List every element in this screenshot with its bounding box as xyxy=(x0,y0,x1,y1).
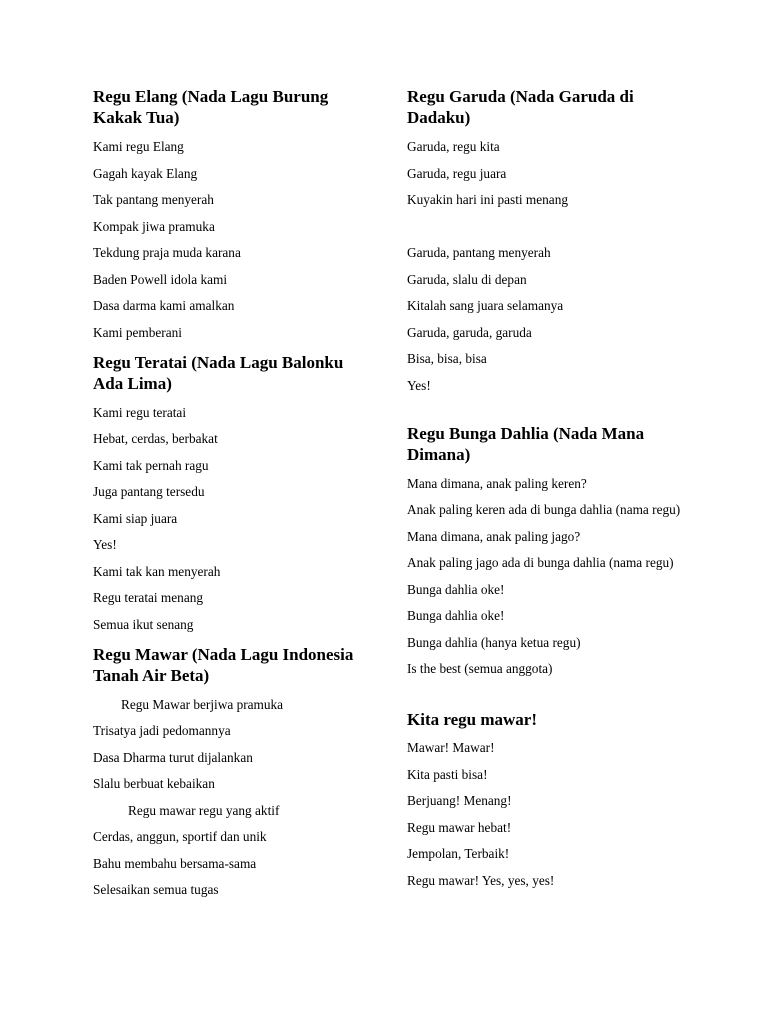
section-kita-regu-mawar xyxy=(407,709,689,889)
lyric-line: Dasa Dharma turut dijalankan xyxy=(93,749,253,765)
lyric-line: Berjuang! Menang! xyxy=(407,793,512,808)
lyric-line: Bunga dahlia (hanya ketua regu) xyxy=(407,634,581,650)
section-heading: Regu Mawar (Nada Lagu Indonesia Tanah Air Beta) xyxy=(93,644,354,685)
lyric-line: Yes! xyxy=(407,377,431,393)
lyric-line: Kami tak kan menyerah xyxy=(93,563,221,579)
lyric-line: Bunga dahlia oke! xyxy=(407,608,505,623)
lyric-line: Kami regu Elang xyxy=(93,139,184,154)
section-heading: Regu Bunga Dahlia (Nada Mana Dimana) xyxy=(407,423,645,464)
lyric-line: Baden Powell idola kami xyxy=(93,271,228,287)
lyric-line: Kompak jiwa pramuka xyxy=(93,218,215,234)
lyric-line: Regu teratai menang xyxy=(93,590,204,605)
lyric-line: Garuda, pantang menyerah xyxy=(407,245,551,260)
lyric-line: Bahu membahu bersama-sama xyxy=(93,855,257,871)
section-regu-elang xyxy=(93,86,373,341)
lyric-line: Kami tak pernah ragu xyxy=(93,457,209,473)
lyric-line: Bunga dahlia oke! xyxy=(407,581,505,597)
lyric-line: Hebat, cerdas, berbakat xyxy=(93,431,218,446)
section-regu-bunga-dahlia xyxy=(407,423,689,678)
section-heading: Regu Garuda (Nada Garuda di Dadaku) xyxy=(407,87,634,127)
lyric-line: Regu mawar regu yang aktif xyxy=(128,802,280,818)
section-regu-garuda xyxy=(407,86,689,394)
lyric-line: Mana dimana, anak paling keren? xyxy=(407,475,587,491)
lyric-line: Cerdas, anggun, sportif dan unik xyxy=(93,829,267,844)
section-regu-teratai xyxy=(93,352,373,633)
lyric-line: Anak paling keren ada di bunga dahlia (nama regu) xyxy=(407,502,681,517)
right-column xyxy=(407,86,689,889)
lyric-line: Semua ikut senang xyxy=(93,616,194,632)
lyric-line: Tak pantang menyerah xyxy=(93,192,214,207)
left-column xyxy=(93,86,373,898)
lyric-line: Kuyakin hari ini pasti menang xyxy=(407,192,569,207)
lyric-line: Dasa darma kami amalkan xyxy=(93,298,235,313)
lyric-line: Kami siap juara xyxy=(93,510,178,526)
lyric-line: Kami regu teratai xyxy=(93,404,187,420)
lyric-line: Is the best (semua anggota) xyxy=(407,661,553,676)
lyric-line: Trisatya jadi pedomannya xyxy=(93,723,231,738)
section-heading: Kita regu mawar! xyxy=(407,710,537,729)
section-heading: Regu Teratai (Nada Lagu Balonku Ada Lima) xyxy=(93,352,344,393)
lyric-line: Garuda, regu kita xyxy=(407,139,500,154)
lyric-line: Bisa, bisa, bisa xyxy=(407,351,487,366)
lyric-line: Yes! xyxy=(93,537,117,552)
lyric-line: Garuda, garuda, garuda xyxy=(407,324,532,340)
lyric-line: Gagah kayak Elang xyxy=(93,165,198,181)
lyric-line: Garuda, regu juara xyxy=(407,165,507,181)
lyric-line: Regu mawar! Yes, yes, yes! xyxy=(407,872,555,888)
lyric-line: Anak paling jago ada di bunga dahlia (nama regu) xyxy=(407,555,674,570)
lyric-line: Jempolan, Terbaik! xyxy=(407,846,510,861)
lyric-line: Mana dimana, anak paling jago? xyxy=(407,528,581,544)
lyric-line: Garuda, slalu di depan xyxy=(407,271,527,287)
lyric-line: Juga pantang tersedu xyxy=(93,484,205,499)
lyric-line: Kita pasti bisa! xyxy=(407,766,488,782)
lyric-line: Slalu berbuat kebaikan xyxy=(93,776,215,791)
lyric-line: Kitalah sang juara selamanya xyxy=(407,298,564,313)
lyric-line: Selesaikan semua tugas xyxy=(93,882,219,897)
section-regu-mawar xyxy=(93,644,373,899)
lyric-line: Kami pemberani xyxy=(93,324,182,340)
lyric-line: Tekdung praja muda karana xyxy=(93,245,241,260)
lyric-line: Mawar! Mawar! xyxy=(407,740,495,755)
lyric-line: Regu Mawar berjiwa pramuka xyxy=(121,696,284,712)
lyric-line: Regu mawar hebat! xyxy=(407,819,512,835)
section-heading: Regu Elang (Nada Lagu Burung Kakak Tua) xyxy=(93,87,329,127)
